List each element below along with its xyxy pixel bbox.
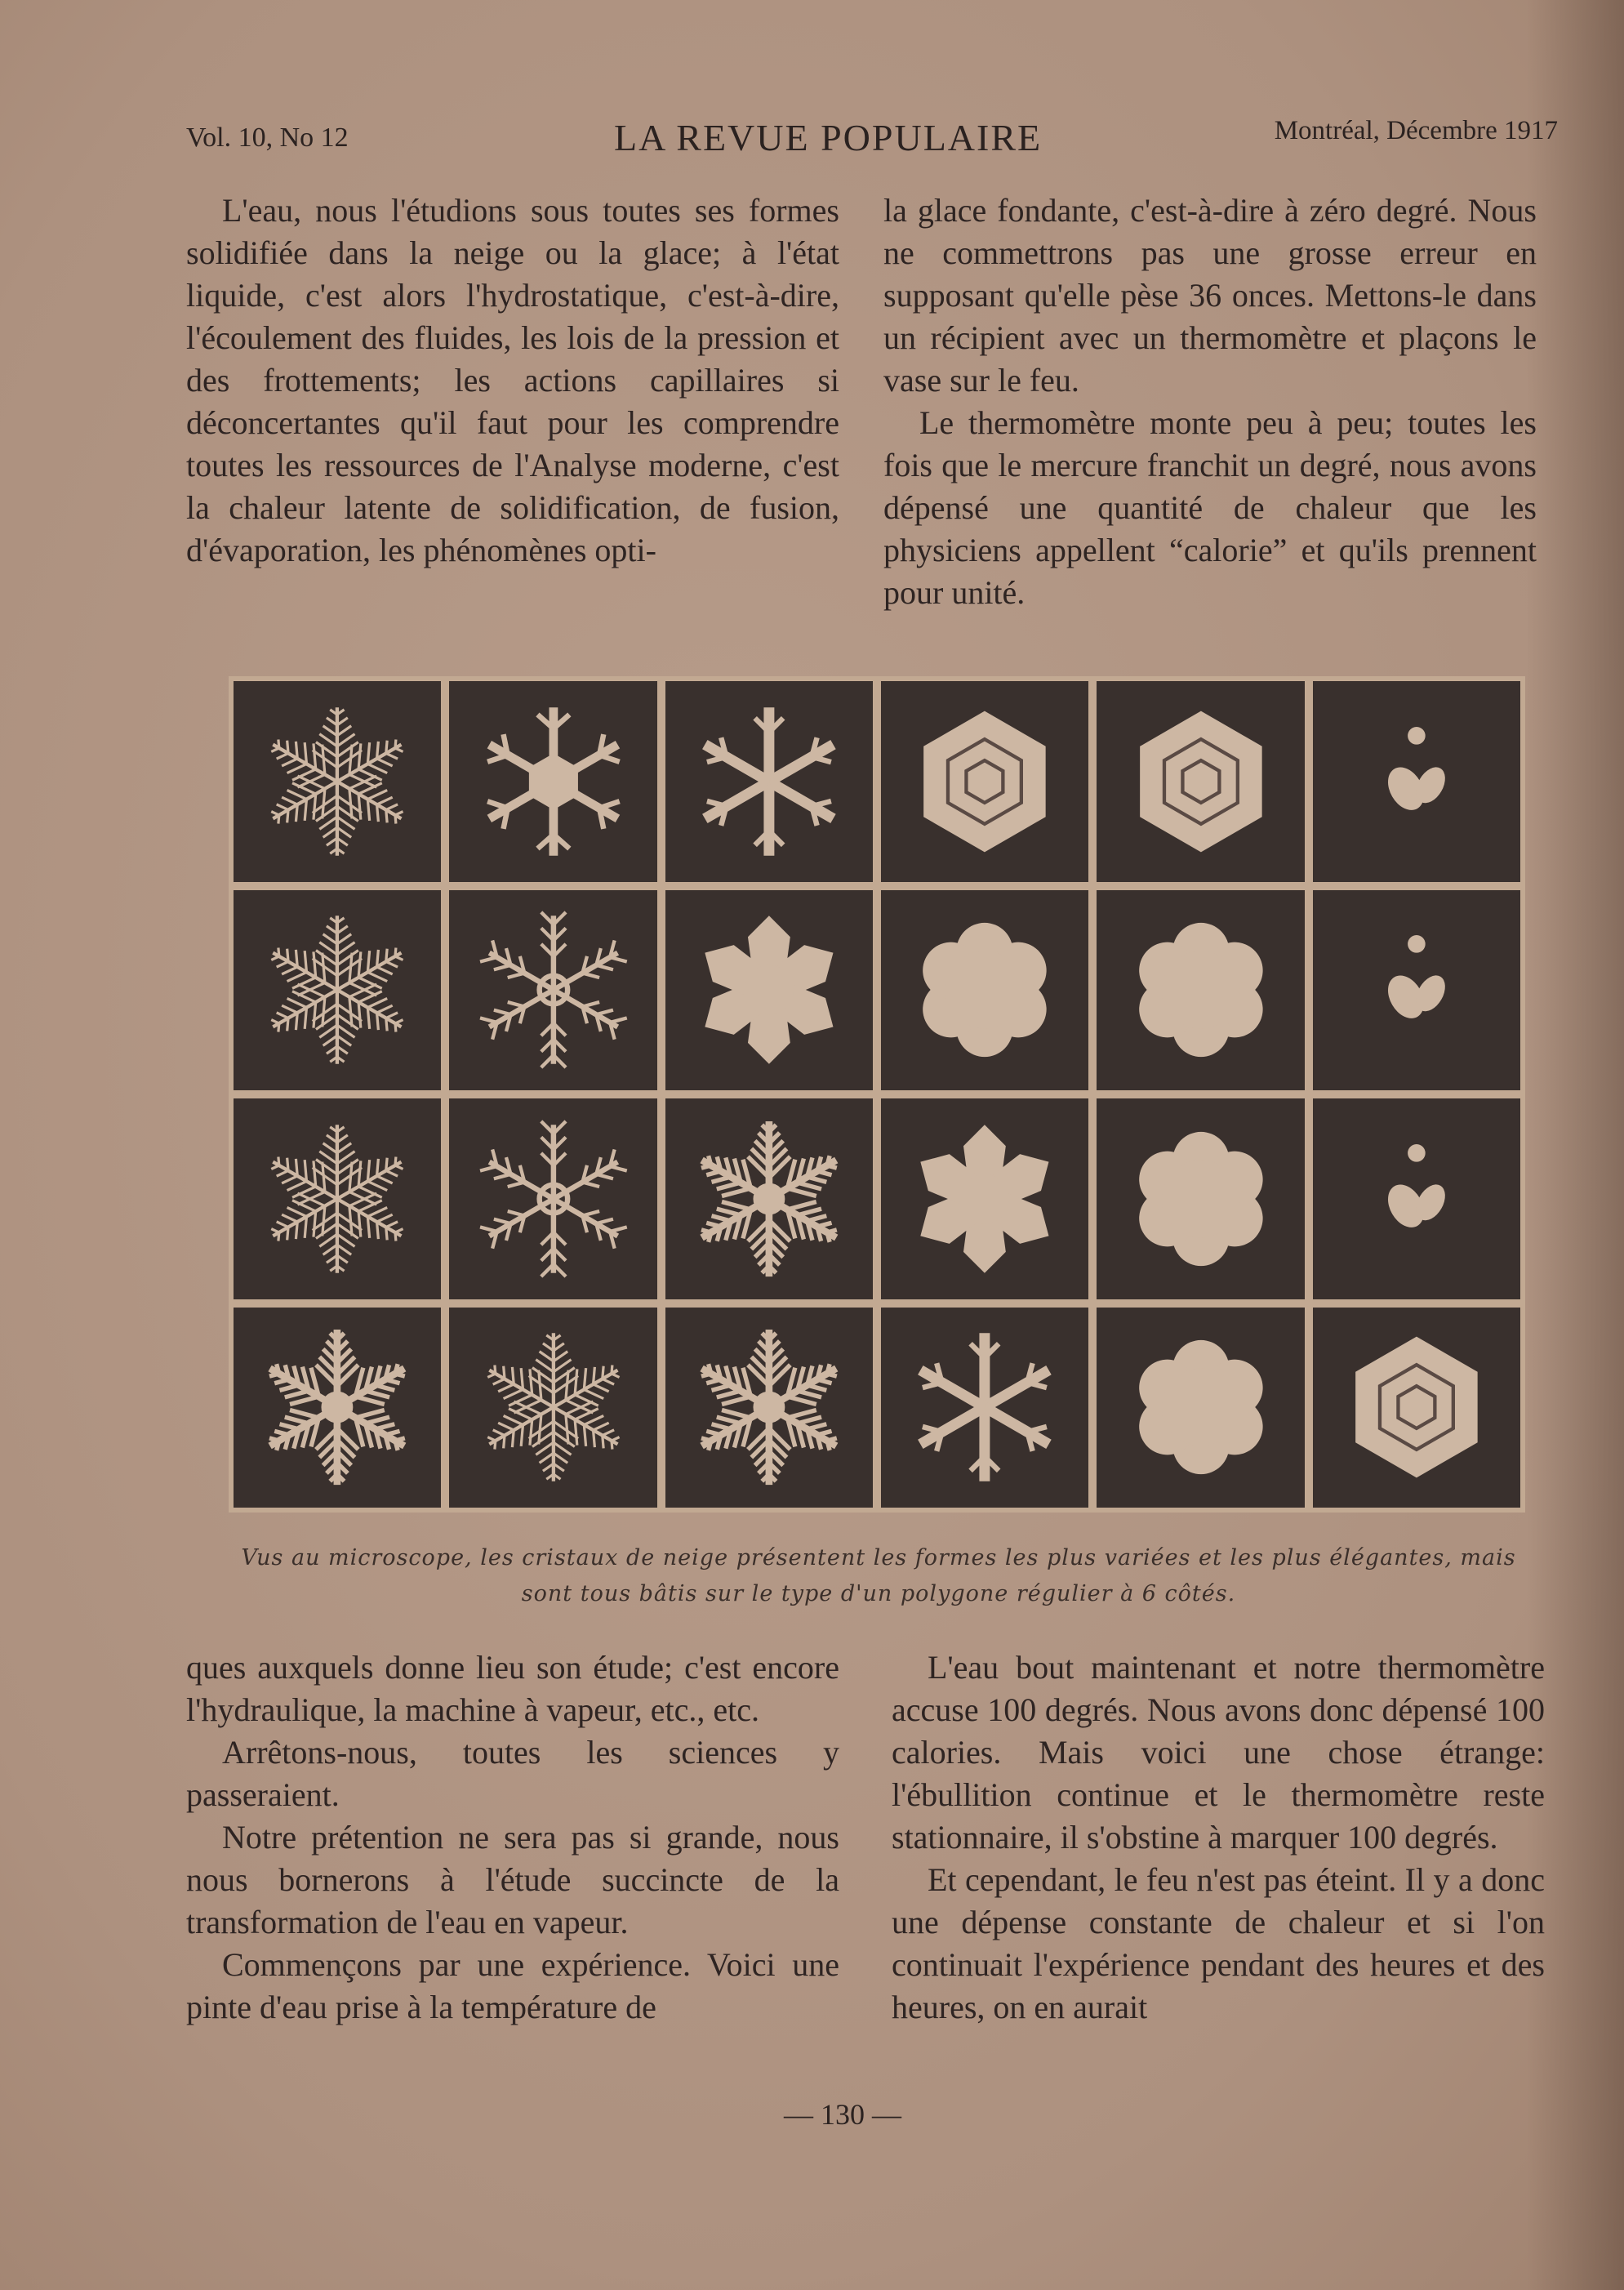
paragraph: la glace fondante, c'est-à-dire à zéro degré. Nous ne commettrons pas une grosse erreur en supposant qu'elle pèse 36 onces. Mettons-le dans un récipient avec un thermomètre et plaçons le vase sur le feu. xyxy=(883,192,1537,399)
paragraph: L'eau, nous l'étudions sous toutes ses formes solidifiée dans la neige ou la glace; à l'état liquide, c'est alors l'hydrostatique, c'est-à-dire, l'écoulement des fluides, les lois de la pression et des frottements; les actions capillaires si déconcertantes qu'il faut pour les comprendre toutes les ressources de l'Analyse moderne, c'est la chaleur latente de solidification, de fusion, d'évaporation, les phénomènes opti- xyxy=(186,192,839,568)
column-bottom-right xyxy=(892,1646,1545,2029)
paragraph: Commençons par une expérience. Voici une pinte d'eau prise à la température de xyxy=(186,1946,839,2025)
snowflake-six-arm-star xyxy=(678,693,861,870)
column-top-left xyxy=(186,189,839,572)
paragraph: Et cependant, le feu n'est pas éteint. Il y a donc une dépense constante de chaleur et si l'on continuait l'expérience pendant des heures et des heures, on en aurait xyxy=(892,1861,1545,2025)
snowflake-photo xyxy=(881,1308,1088,1508)
snowflake-photo xyxy=(234,1308,441,1508)
caption-line-1: Vus au microscope, les cristaux de neige présentent les formes les plus variées et les plus élégantes, mais xyxy=(241,1545,1516,1570)
paragraph: Notre prétention ne sera pas si grande, nous nous bornerons à l'étude succincte de la transformation de l'eau en vapeur. xyxy=(186,1819,839,1940)
snowflake-fern-star xyxy=(678,1111,861,1287)
snowflake-fern-star xyxy=(246,1319,429,1495)
snowflake-photo xyxy=(1097,890,1304,1091)
snowflake-fragment xyxy=(1325,693,1508,870)
snowflake-hex-plate xyxy=(1110,693,1293,870)
paragraph: ques auxquels donne lieu son étude; c'est encore l'hydraulique, la machine à vapeur, etc., etc. xyxy=(186,1649,839,1728)
snowflake-photo xyxy=(881,1098,1088,1299)
snowflake-hex-plate xyxy=(893,693,1076,870)
column-top-right xyxy=(883,189,1537,614)
snowflake-dendrite xyxy=(462,1319,645,1495)
snowflake-hex-plate xyxy=(1325,1319,1508,1495)
column-bottom-left xyxy=(186,1646,839,2029)
snowflake-broad-arm-star xyxy=(678,902,861,1078)
snowflake-rounded-plate xyxy=(893,902,1076,1078)
snowflake-photo xyxy=(449,1308,656,1508)
snowflake-photo xyxy=(1097,1308,1304,1508)
snowflake-photo xyxy=(665,1098,873,1299)
page-number: — 130 — xyxy=(784,2098,901,2131)
snowflake-photo xyxy=(1313,1308,1520,1508)
caption-line-2: sont tous bâtis sur le type d'un polygone régulier à 6 côtés. xyxy=(521,1581,1236,1606)
snowflake-photo xyxy=(1097,1098,1304,1299)
snowflake-stellar xyxy=(462,902,645,1078)
snowflake-photo xyxy=(881,681,1088,882)
snowflake-photo xyxy=(234,890,441,1091)
snowflake-dendrite xyxy=(246,902,429,1078)
snowflake-photo xyxy=(449,890,656,1091)
figure-caption xyxy=(193,1540,1564,1612)
snowflake-photo xyxy=(881,890,1088,1091)
snowflake-photo xyxy=(234,1098,441,1299)
snowflake-photo xyxy=(1313,890,1520,1091)
snowflake-fern-star xyxy=(678,1319,861,1495)
running-header xyxy=(186,116,1558,165)
snowflake-six-arm-star xyxy=(893,1319,1076,1495)
snowflake-stellar xyxy=(462,1111,645,1287)
snowflake-fragment xyxy=(1325,1111,1508,1287)
snowflake-rounded-plate xyxy=(1110,902,1293,1078)
place-date: Montréal, Décembre 1917 xyxy=(1274,116,1558,145)
snowflake-plate xyxy=(229,676,1525,1513)
snowflake-dendrite xyxy=(246,1111,429,1287)
snowflake-broad-arm-star xyxy=(893,1111,1076,1287)
snowflake-stellar-plate xyxy=(462,693,645,870)
snowflake-fragment xyxy=(1325,902,1508,1078)
snowflake-photo xyxy=(1313,681,1520,882)
snowflake-photo xyxy=(665,681,873,882)
snowflake-photo xyxy=(665,1308,873,1508)
snowflake-photo xyxy=(1097,681,1304,882)
paragraph: Arrêtons-nous, toutes les sciences y passeraient. xyxy=(186,1734,839,1813)
volume-number: Vol. 10, No 12 xyxy=(186,123,349,153)
snowflake-dendrite xyxy=(246,693,429,870)
paragraph: L'eau bout maintenant et notre thermomètre accuse 100 degrés. Nous avons donc dépensé 100 calories. Mais voici une chose étrange: l'ébullition continue et le thermomètre reste stationnaire, il s'obstine à marquer 100 degrés. xyxy=(892,1649,1545,1856)
snowflake-rounded-plate xyxy=(1110,1319,1293,1495)
snowflake-photo xyxy=(234,681,441,882)
paragraph: Le thermomètre monte peu à peu; toutes les fois que le mercure franchit un degré, nous avons dépensé une quantité de chaleur que les physiciens appellent “calorie” et qu'ils prennent pour unité. xyxy=(883,404,1537,611)
snowflake-photo xyxy=(1313,1098,1520,1299)
snowflake-rounded-plate xyxy=(1110,1111,1293,1287)
journal-title: LA REVUE POPULAIRE xyxy=(614,117,1043,158)
snowflake-photo xyxy=(449,1098,656,1299)
snowflake-photo xyxy=(665,890,873,1091)
snowflake-photo xyxy=(449,681,656,882)
